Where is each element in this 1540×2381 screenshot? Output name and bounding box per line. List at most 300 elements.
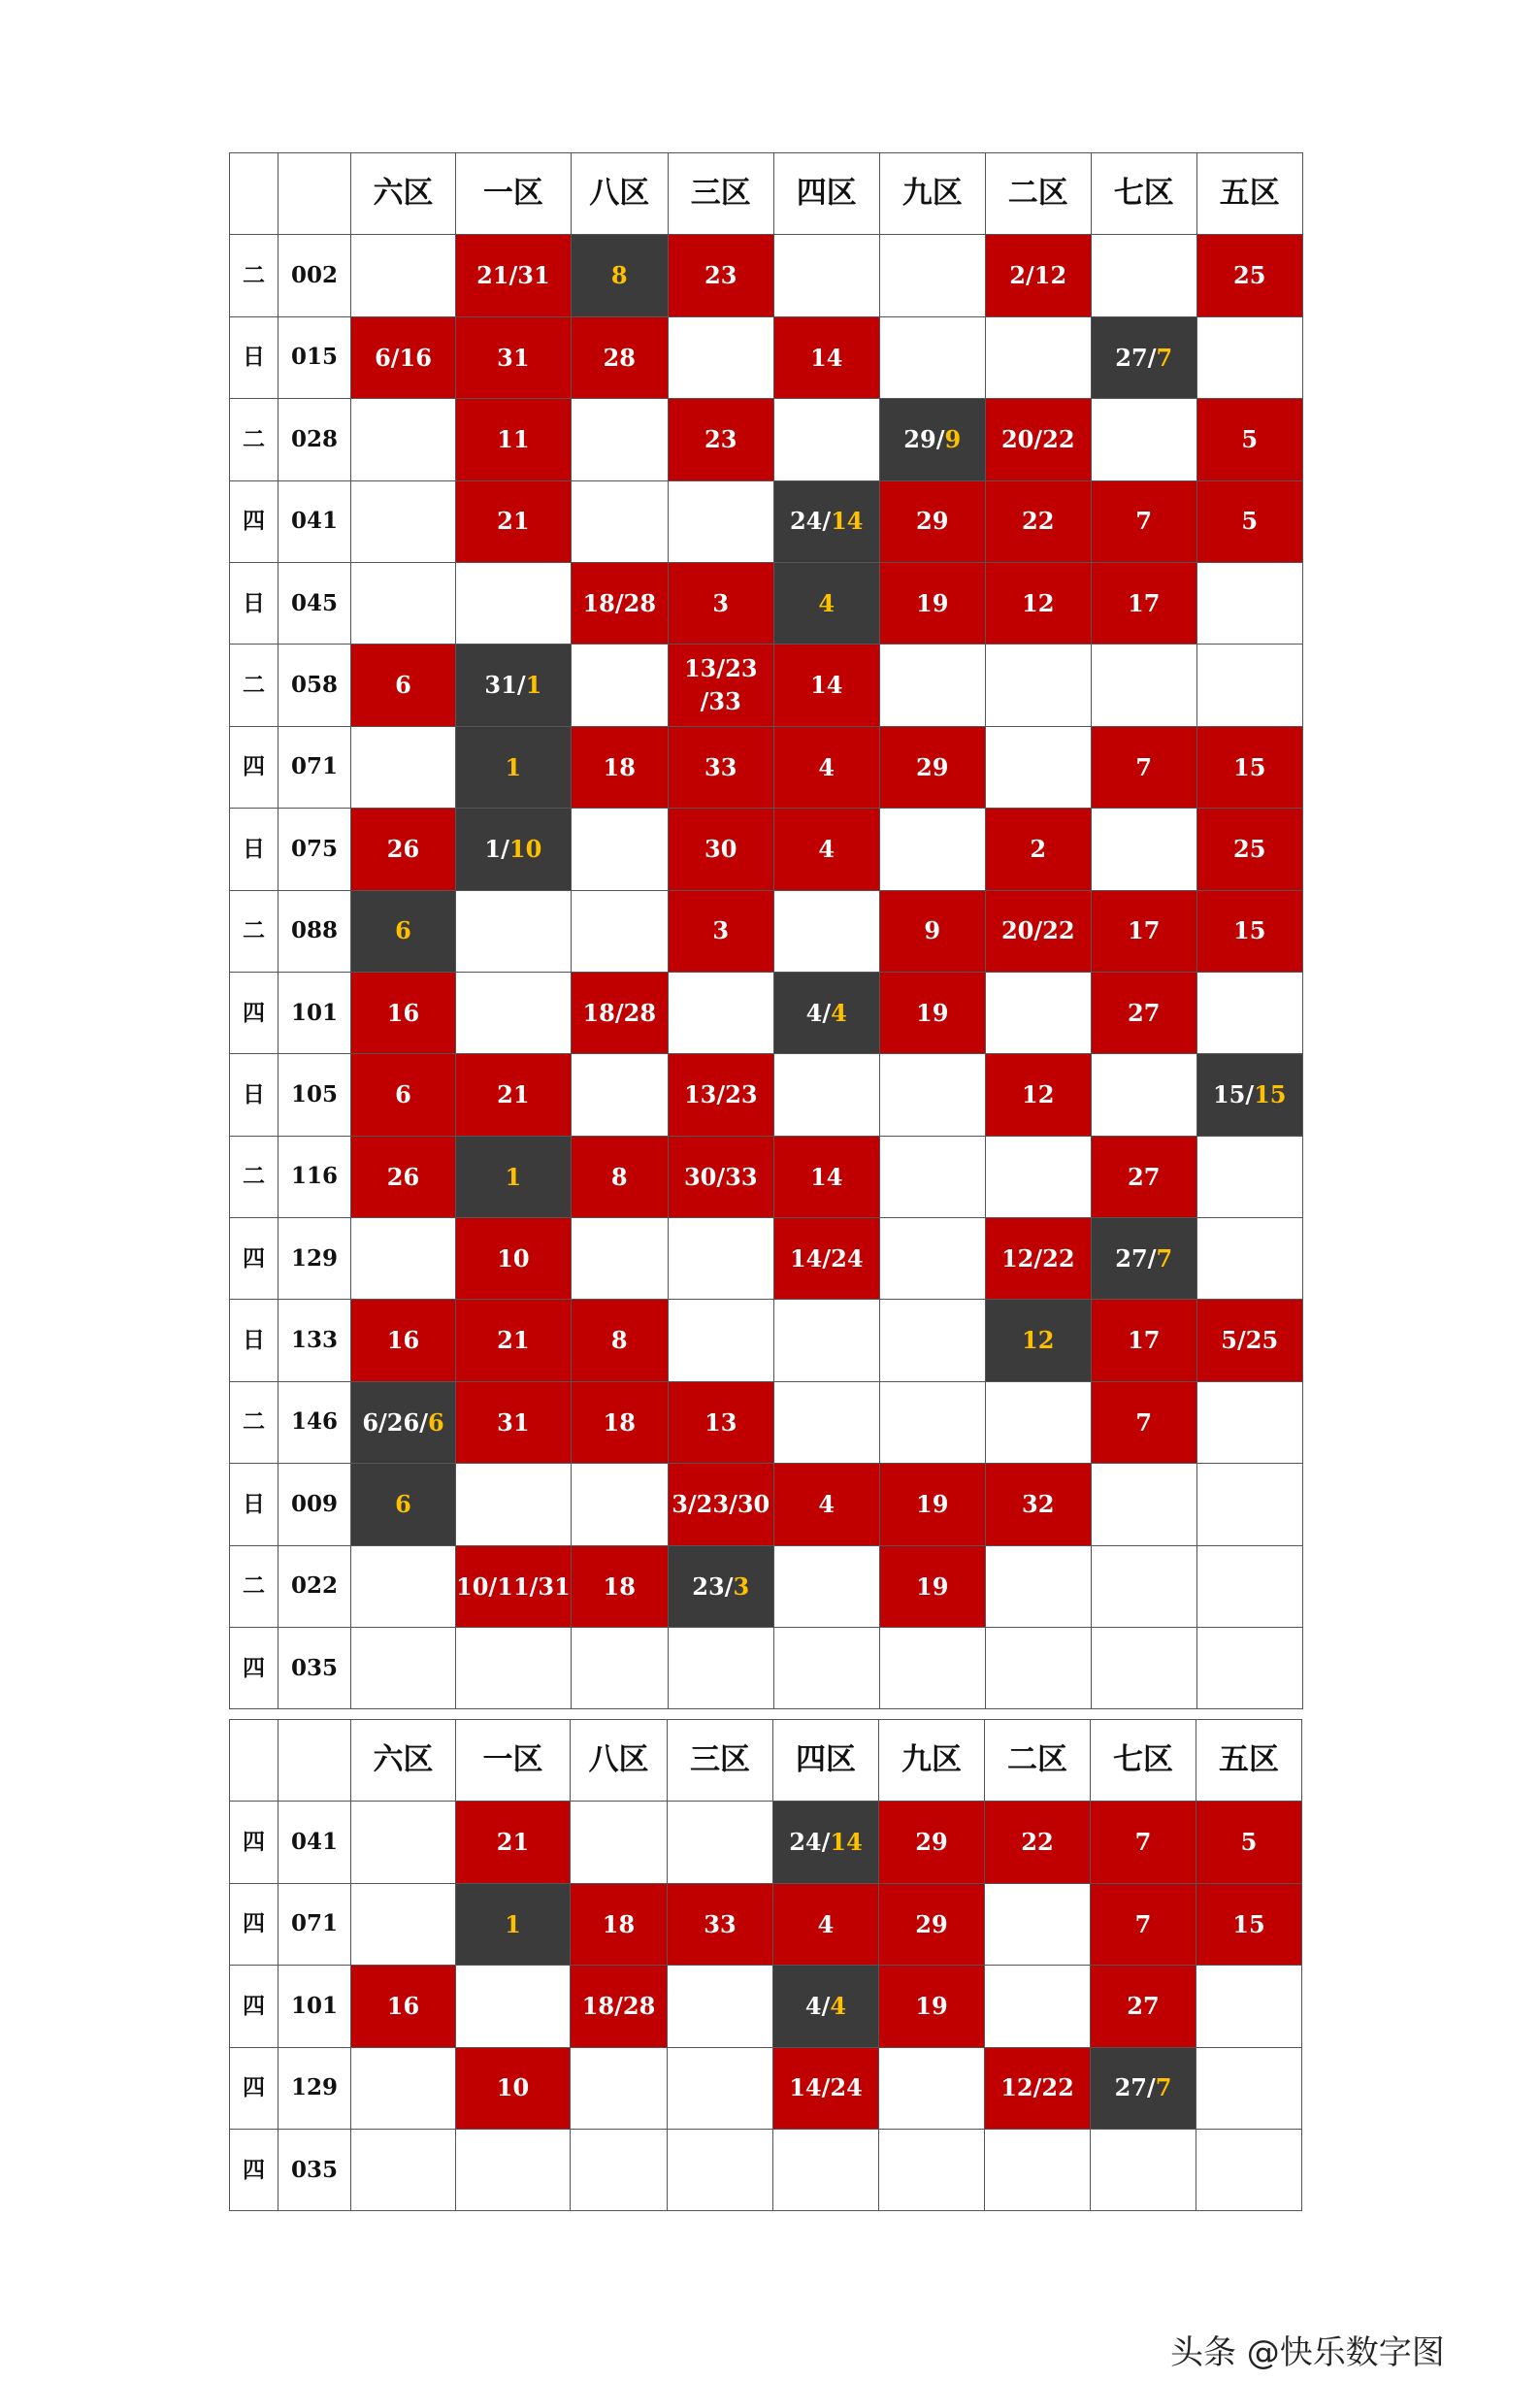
zone-cell [1196, 1628, 1302, 1709]
zone-cell: 24/14 [773, 1802, 879, 1883]
zone-cell: 7 [1091, 1802, 1196, 1883]
issue-number: 101 [279, 1966, 351, 2047]
zone-header: 一区 [456, 1720, 571, 1802]
zone-cell: 23/3 [668, 1545, 773, 1627]
table-row [230, 235, 1303, 316]
zone-cell: 18 [571, 726, 668, 808]
zone-cell: 5 [1196, 480, 1302, 562]
zone-cell: 14 [773, 1136, 879, 1217]
weekday-label: 二 [230, 1381, 279, 1463]
zone-cell: 18/28 [571, 972, 668, 1053]
zone-cell: 19 [879, 972, 985, 1053]
zone-cell [668, 1218, 773, 1300]
zone-cell: 18 [571, 1883, 668, 1965]
zone-cell: 29 [879, 1883, 985, 1965]
zone-cell [1196, 645, 1302, 726]
zone-cell: 6/26/6 [351, 1381, 456, 1463]
zone-cell: 17 [1091, 890, 1196, 972]
zone-cell: 17 [1091, 562, 1196, 644]
zone-cell: 13/23 /33 [668, 645, 773, 726]
zone-table-main-body [230, 153, 1303, 1709]
zone-header: 五区 [1196, 1720, 1302, 1802]
zone-cell [1196, 1966, 1302, 2047]
zone-cell: 15 [1196, 726, 1302, 808]
zone-cell: 29 [879, 480, 985, 562]
zone-table-main [229, 152, 1303, 1709]
zone-cell [668, 480, 773, 562]
table-row [230, 1628, 1303, 1709]
zone-header: 九区 [879, 1720, 985, 1802]
zone-cell [879, 1300, 985, 1381]
zone-cell [1196, 1136, 1302, 1217]
zone-cell: 2 [985, 809, 1091, 890]
issue-number: 028 [279, 399, 351, 480]
zone-cell: 30/33 [668, 1136, 773, 1217]
weekday-label: 二 [230, 1545, 279, 1627]
zone-cell: 13/23 [668, 1054, 773, 1136]
table-row [230, 1545, 1303, 1627]
highlight-number: 10 [508, 835, 542, 864]
zone-cell [879, 1136, 985, 1217]
highlight-number: 3 [733, 1571, 750, 1601]
zone-cell: 6 [351, 1054, 456, 1136]
zone-cell [456, 972, 572, 1053]
table-row [230, 1802, 1302, 1883]
zone-cell: 19 [879, 1966, 985, 2047]
zone-cell [571, 645, 668, 726]
zone-cell: 25 [1196, 235, 1302, 316]
table-row [230, 480, 1303, 562]
zone-cell: 21 [456, 1802, 571, 1883]
zone-header: 七区 [1091, 1720, 1196, 1802]
zone-cell [668, 1802, 773, 1883]
zone-cell [879, 809, 985, 890]
issue-number: 041 [279, 1802, 351, 1883]
zone-cell [985, 1136, 1091, 1217]
highlight-number: 1 [505, 752, 522, 781]
zone-header: 八区 [571, 153, 668, 235]
issue-number: 022 [279, 1545, 351, 1627]
zone-cell [668, 2129, 773, 2210]
zone-cell [456, 1464, 572, 1545]
zone-cell [668, 1300, 773, 1381]
zone-cell [773, 1300, 879, 1381]
weekday-label: 四 [230, 1883, 279, 1965]
zone-cell [456, 1628, 572, 1709]
corner-cell [279, 1720, 351, 1802]
weekday-label: 四 [230, 1218, 279, 1300]
zone-cell: 29 [879, 726, 985, 808]
highlight-number: 7 [1155, 2073, 1172, 2102]
zone-cell [1091, 1628, 1196, 1709]
zone-cell [351, 1802, 456, 1883]
issue-number: 045 [279, 562, 351, 644]
table-row [230, 726, 1303, 808]
zone-cell: 4 [773, 1883, 879, 1965]
zone-cell: 2/12 [985, 235, 1091, 316]
zone-cell: 6 [351, 645, 456, 726]
zone-cell [879, 1381, 985, 1463]
highlight-number: 6 [395, 916, 411, 945]
zone-cell [571, 1628, 668, 1709]
table-row [230, 1054, 1303, 1136]
header-row [230, 1720, 1302, 1802]
zone-cell [351, 2129, 456, 2210]
zone-cell [879, 235, 985, 316]
issue-number: 129 [279, 2047, 351, 2129]
highlight-number: 15 [1254, 1080, 1287, 1109]
zone-cell: 27/7 [1091, 2047, 1196, 2129]
zone-cell: 24/14 [773, 480, 879, 562]
weekday-label: 日 [230, 562, 279, 644]
highlight-number: 7 [1156, 343, 1173, 372]
weekday-label: 日 [230, 1054, 279, 1136]
zone-cell: 19 [879, 1464, 985, 1545]
zone-cell [456, 2129, 571, 2210]
header-row [230, 153, 1303, 235]
table-row [230, 1966, 1302, 2047]
zone-cell [773, 1628, 879, 1709]
zone-cell: 33 [668, 726, 773, 808]
zone-cell [985, 316, 1091, 398]
zone-cell [1091, 2129, 1196, 2210]
zone-cell: 12/22 [985, 1218, 1091, 1300]
zone-header: 八区 [571, 1720, 668, 1802]
zone-cell [571, 1218, 668, 1300]
zone-cell: 14 [773, 645, 879, 726]
issue-number: 088 [279, 890, 351, 972]
issue-number: 146 [279, 1381, 351, 1463]
table-row [230, 972, 1303, 1053]
corner-cell [230, 1720, 279, 1802]
zone-header: 九区 [879, 153, 985, 235]
highlight-number: 8 [610, 261, 628, 290]
highlight-number: 9 [944, 425, 962, 454]
zone-cell [351, 1218, 456, 1300]
zone-cell: 14/24 [773, 1218, 879, 1300]
zone-cell [571, 399, 668, 480]
zone-cell: 26 [351, 809, 456, 890]
highlight-number: 4 [831, 998, 847, 1027]
table-row [230, 1136, 1303, 1217]
zone-cell [985, 1883, 1091, 1965]
zone-cell [668, 2047, 773, 2129]
highlight-number: 1 [525, 671, 542, 700]
zone-cell: 5 [1196, 399, 1302, 480]
zone-cell: 14/24 [773, 2047, 879, 2129]
weekday-label: 四 [230, 2047, 279, 2129]
weekday-label: 二 [230, 890, 279, 972]
zone-cell [879, 2047, 985, 2129]
zone-cell [1196, 2047, 1302, 2129]
zone-cell [351, 1464, 456, 1545]
zone-cell: 18/28 [571, 562, 668, 644]
zone-cell [1196, 1545, 1302, 1627]
zone-cell [773, 235, 879, 316]
issue-number: 133 [279, 1300, 351, 1381]
zone-cell [985, 972, 1091, 1053]
zone-cell: 20/22 [985, 890, 1091, 972]
table-row [230, 645, 1303, 726]
zone-cell: 21/31 [456, 235, 572, 316]
zone-cell [773, 890, 879, 972]
zone-cell [351, 562, 456, 644]
zone-cell [985, 2129, 1091, 2210]
weekday-label: 四 [230, 2129, 279, 2210]
zone-cell [773, 399, 879, 480]
zone-header: 四区 [773, 1720, 879, 1802]
zone-cell [879, 1628, 985, 1709]
zone-cell [571, 235, 668, 316]
zone-cell [351, 235, 456, 316]
highlight-number: 6 [395, 1490, 411, 1519]
zone-cell: 25 [1196, 809, 1302, 890]
zone-table-summary-body [230, 1720, 1302, 2211]
zone-cell [571, 890, 668, 972]
issue-number: 009 [279, 1464, 351, 1545]
highlight-number: 4 [830, 1992, 847, 2021]
zone-cell [985, 645, 1091, 726]
zone-cell [571, 1464, 668, 1545]
issue-number: 101 [279, 972, 351, 1053]
zone-cell: 31 [456, 316, 572, 398]
zone-cell [1091, 235, 1196, 316]
table-row [230, 890, 1303, 972]
zone-cell [351, 726, 456, 808]
zone-cell [668, 1966, 773, 2047]
zone-cell: 17 [1091, 1300, 1196, 1381]
zone-cell: 12 [985, 1054, 1091, 1136]
zone-cell [351, 1628, 456, 1709]
zone-cell: 18 [571, 1545, 668, 1627]
highlight-number: 7 [1156, 1243, 1173, 1273]
zone-cell [773, 1381, 879, 1463]
zone-cell: 14 [773, 316, 879, 398]
zone-cell: 30 [668, 809, 773, 890]
issue-number: 015 [279, 316, 351, 398]
zone-cell [456, 1136, 572, 1217]
weekday-label: 二 [230, 1136, 279, 1217]
zone-cell [1196, 562, 1302, 644]
zone-cell [668, 316, 773, 398]
zone-cell [351, 890, 456, 972]
zone-cell: 27 [1091, 1136, 1196, 1217]
table-row [230, 2047, 1302, 2129]
zone-cell: 31/1 [456, 645, 572, 726]
zone-cell: 4/4 [773, 1966, 879, 2047]
zone-cell: 5/25 [1196, 1300, 1302, 1381]
zone-cell [668, 972, 773, 1053]
zone-cell: 33 [668, 1883, 773, 1965]
zone-cell [1196, 1381, 1302, 1463]
table-row [230, 1883, 1302, 1965]
zone-cell: 8 [571, 1300, 668, 1381]
zone-cell [1196, 2129, 1302, 2210]
zone-cell: 15/15 [1196, 1054, 1302, 1136]
zone-cell: 27/7 [1091, 1218, 1196, 1300]
zone-cell: 26 [351, 1136, 456, 1217]
issue-number: 071 [279, 1883, 351, 1965]
zone-header: 六区 [351, 153, 456, 235]
zone-cell: 19 [879, 562, 985, 644]
highlight-number: 1 [505, 1162, 522, 1191]
weekday-label: 四 [230, 1802, 279, 1883]
highlight-number: 4 [818, 588, 836, 617]
zone-cell: 7 [1091, 726, 1196, 808]
zone-cell [1196, 1218, 1302, 1300]
zone-cell [985, 726, 1091, 808]
table-row [230, 1300, 1303, 1381]
zone-cell [1196, 1464, 1302, 1545]
zone-cell [985, 1628, 1091, 1709]
zone-cell: 12 [985, 562, 1091, 644]
zone-cell [773, 1054, 879, 1136]
zone-cell [1091, 1054, 1196, 1136]
zone-cell: 27 [1091, 972, 1196, 1053]
issue-number: 041 [279, 480, 351, 562]
zone-cell [571, 1802, 668, 1883]
zone-cell: 15 [1196, 890, 1302, 972]
zone-cell: 15 [1196, 1883, 1302, 1965]
zone-cell: 23 [668, 235, 773, 316]
zone-cell [1196, 972, 1302, 1053]
zone-cell: 21 [456, 480, 572, 562]
zone-cell: 21 [456, 1054, 572, 1136]
zone-cell: 27/7 [1091, 316, 1196, 398]
zone-cell: 4 [773, 809, 879, 890]
weekday-label: 四 [230, 1628, 279, 1709]
table-row [230, 2129, 1302, 2210]
zone-cell: 5 [1196, 1802, 1302, 1883]
table-row [230, 809, 1303, 890]
zone-cell: 9 [879, 890, 985, 972]
zone-header: 三区 [668, 1720, 773, 1802]
issue-number: 035 [279, 2129, 351, 2210]
table-row [230, 1381, 1303, 1463]
issue-number: 075 [279, 809, 351, 890]
weekday-label: 二 [230, 235, 279, 316]
zone-cell: 10/11/31 [456, 1545, 572, 1627]
corner-cell [279, 153, 351, 235]
zone-cell: 31 [456, 1381, 572, 1463]
zone-cell [351, 480, 456, 562]
zone-cell: 4 [773, 1464, 879, 1545]
weekday-label: 日 [230, 1300, 279, 1381]
zone-cell: 3 [668, 562, 773, 644]
zone-header: 六区 [351, 1720, 456, 1802]
zone-table-summary [229, 1719, 1302, 2211]
zone-cell: 7 [1091, 480, 1196, 562]
zone-cell [571, 1054, 668, 1136]
highlight-number: 14 [830, 1828, 863, 1857]
zone-cell: 1/10 [456, 809, 572, 890]
zone-cell: 4/4 [773, 972, 879, 1053]
zone-cell: 22 [985, 1802, 1091, 1883]
zone-header: 七区 [1091, 153, 1196, 235]
zone-cell: 32 [985, 1464, 1091, 1545]
zone-cell: 20/22 [985, 399, 1091, 480]
zone-cell [1091, 1464, 1196, 1545]
zone-cell: 27 [1091, 1966, 1196, 2047]
zone-cell [985, 1300, 1091, 1381]
zone-cell [1091, 809, 1196, 890]
zone-cell [456, 1966, 571, 2047]
zone-cell [571, 809, 668, 890]
zone-cell: 11 [456, 399, 572, 480]
zone-header: 一区 [456, 153, 572, 235]
issue-number: 058 [279, 645, 351, 726]
table-row [230, 562, 1303, 644]
zone-cell: 19 [879, 1545, 985, 1627]
zone-cell [879, 645, 985, 726]
corner-cell [230, 153, 279, 235]
zone-cell: 16 [351, 972, 456, 1053]
zone-cell [456, 562, 572, 644]
zone-cell [351, 2047, 456, 2129]
weekday-label: 四 [230, 1966, 279, 2047]
zone-cell [456, 1883, 571, 1965]
zone-cell [773, 562, 879, 644]
issue-number: 002 [279, 235, 351, 316]
zone-cell [879, 1218, 985, 1300]
weekday-label: 日 [230, 809, 279, 890]
zone-cell [351, 399, 456, 480]
zone-cell: 18/28 [571, 1966, 668, 2047]
zone-cell: 7 [1091, 1883, 1196, 1965]
zone-cell [773, 2129, 879, 2210]
zone-cell: 16 [351, 1300, 456, 1381]
highlight-number: 6 [427, 1407, 444, 1437]
zone-cell [773, 1545, 879, 1627]
highlight-number: 1 [505, 1909, 521, 1938]
zone-cell: 28 [571, 316, 668, 398]
zone-cell: 13 [668, 1381, 773, 1463]
highlight-number: 14 [831, 507, 864, 536]
issue-number: 129 [279, 1218, 351, 1300]
zone-cell [1091, 645, 1196, 726]
weekday-label: 二 [230, 645, 279, 726]
zone-cell [456, 890, 572, 972]
zone-cell [1091, 1545, 1196, 1627]
zone-cell: 23 [668, 399, 773, 480]
weekday-label: 日 [230, 316, 279, 398]
zone-cell: 10 [456, 2047, 571, 2129]
zone-cell [1091, 399, 1196, 480]
weekday-label: 四 [230, 726, 279, 808]
zone-cell [879, 1054, 985, 1136]
zone-cell [1196, 316, 1302, 398]
issue-number: 071 [279, 726, 351, 808]
zone-cell: 3 [668, 890, 773, 972]
zone-cell [351, 1883, 456, 1965]
weekday-label: 四 [230, 480, 279, 562]
zone-cell [985, 1545, 1091, 1627]
issue-number: 035 [279, 1628, 351, 1709]
zone-cell [879, 316, 985, 398]
zone-header: 二区 [985, 1720, 1091, 1802]
zone-cell: 29/9 [879, 399, 985, 480]
issue-number: 105 [279, 1054, 351, 1136]
zone-cell: 3/23/30 [668, 1464, 773, 1545]
zone-cell [571, 480, 668, 562]
zone-cell: 22 [985, 480, 1091, 562]
zone-cell [351, 1545, 456, 1627]
zone-cell: 6/16 [351, 316, 456, 398]
table-row [230, 399, 1303, 480]
zone-cell: 16 [351, 1966, 456, 2047]
highlight-number: 12 [1022, 1326, 1055, 1355]
zone-cell [668, 1628, 773, 1709]
